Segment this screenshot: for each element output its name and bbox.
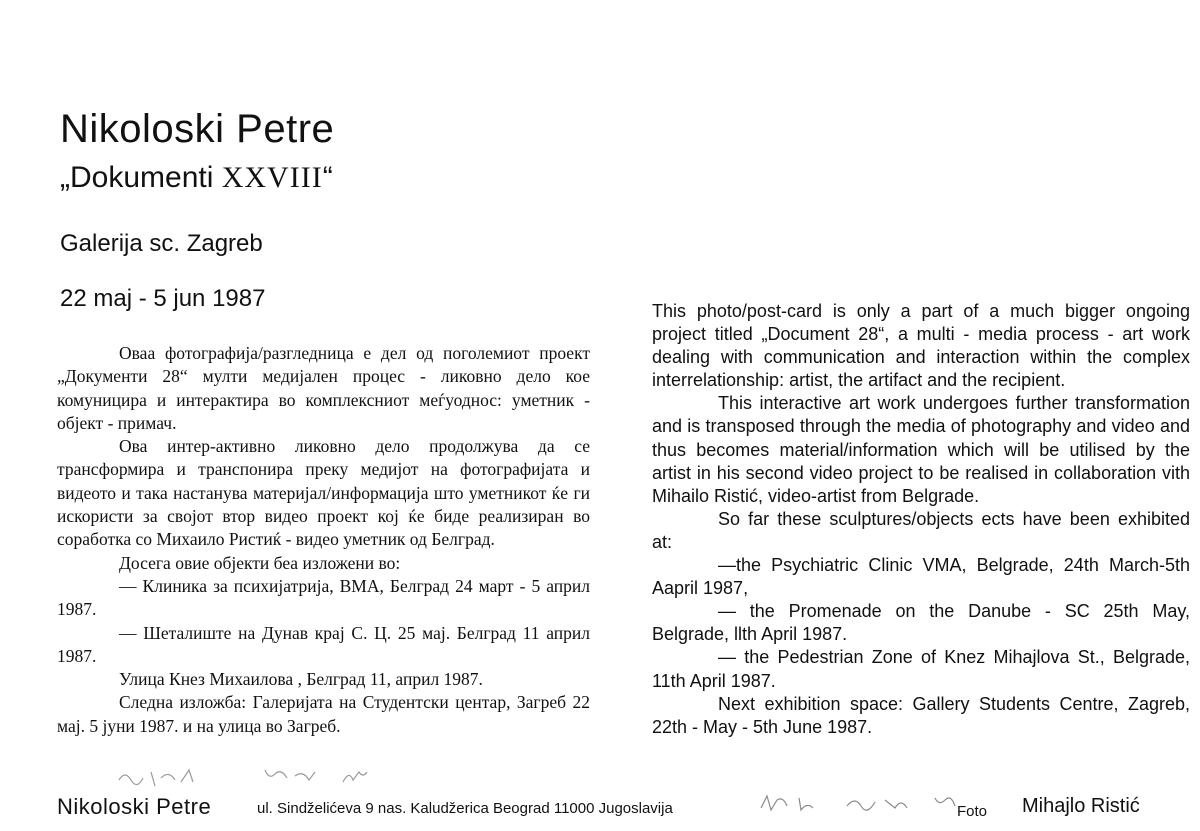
english-paragraph: Next exhibition space: Gallery Students Centre, Zagreb, 22th - May - 5th June 1987. <box>652 693 1190 737</box>
exhibition-dates: 22 maj - 5 jun 1987 <box>60 285 266 312</box>
title-close: “ <box>322 161 333 194</box>
title-roman-numeral: XXVIII <box>221 161 323 194</box>
footer-photo-label: Foto <box>957 803 988 820</box>
footer-artist-name: Nikoloski Petre <box>57 794 212 819</box>
artist-name: Nikoloski Petre <box>60 107 335 151</box>
english-paragraph: This photo/post-card is only a part of a much bigger ongoing project titled „Document 28“, a multi - media process - art work dealing with communication and interaction within the complex interrelationship: artist, the artifact and the recipient. <box>652 301 1190 391</box>
macedonian-paragraph: Досега овие објекти беа изложени во: <box>119 552 401 573</box>
footer-address: ul. Sindželićeva 9 nas. Kaludžerica Beograd 11000 Jugoslavija <box>257 800 673 817</box>
macedonian-paragraph: Оваа фотографија/разгледница е дел од поголемиот проект „Документи 28“ мулти медијален процес - ликовно дело кое комуницира и интерактира во комплексниот меѓуоднос: уметник - објект - примач. <box>57 343 590 433</box>
handwritten-scribble-left <box>115 764 375 790</box>
title-open: „Dokumenti <box>60 161 222 194</box>
english-list-item: — the Pedestrian Zone of Knez Mihajlova St., Belgrade, 11th April 1987. <box>652 647 1190 691</box>
english-text-column <box>652 300 1190 739</box>
macedonian-paragraph: Следна изложба: Галеријата на Студентски центар, Загреб 22 мај. 5 јуни 1987. и на улица во Загреб. <box>57 692 590 736</box>
english-list-item: —the Psychiatric Clinic VMA, Belgrade, 24th March-5th Aapril 1987, <box>652 555 1190 599</box>
english-paragraph: This interactive art work undergoes further transformation and is transposed through the media of photography and video and thus becomes material/information which will be utilised by the artist in his second video project to be realised in collaboration vith Mihailo Ristić, video-artist from Belgrade. <box>652 393 1190 506</box>
footer-photographer: Mihajlo Ristić <box>1022 795 1140 817</box>
exhibition-title <box>60 161 333 195</box>
macedonian-paragraph: Ова интер-активно ликовно дело продолжува да се трансформира и транспонира преку медијот на фотографијата и видеото и така настанува материјал/информација што уметникот ќе ги искористи за својот втор видео проект кој ќе биде реализиран во соработка со Михаило Ристиќ - видео уметник од Белград. <box>57 436 590 550</box>
macedonian-list-item: Улица Кнез Михаилова , Белград 11, април 1987. <box>119 669 483 690</box>
macedonian-list-item: — Шеталиште на Дунав крај С. Ц. 25 мај. Белград 11 април 1987. <box>57 622 590 666</box>
macedonian-list-item: — Клиника за психијатрија, ВМА, Белград 24 март - 5 април 1987. <box>57 575 590 620</box>
english-list-item: — the Promenade on the Danube - SC 25th May, Belgrade, llth April 1987. <box>652 601 1190 645</box>
gallery-name: Galerija sc. Zagreb <box>60 230 263 257</box>
footer <box>57 790 1197 830</box>
english-paragraph: So far these sculptures/objects ects have been exhibited at: <box>652 508 1190 552</box>
macedonian-text-column <box>57 342 590 738</box>
title-block <box>60 105 335 312</box>
